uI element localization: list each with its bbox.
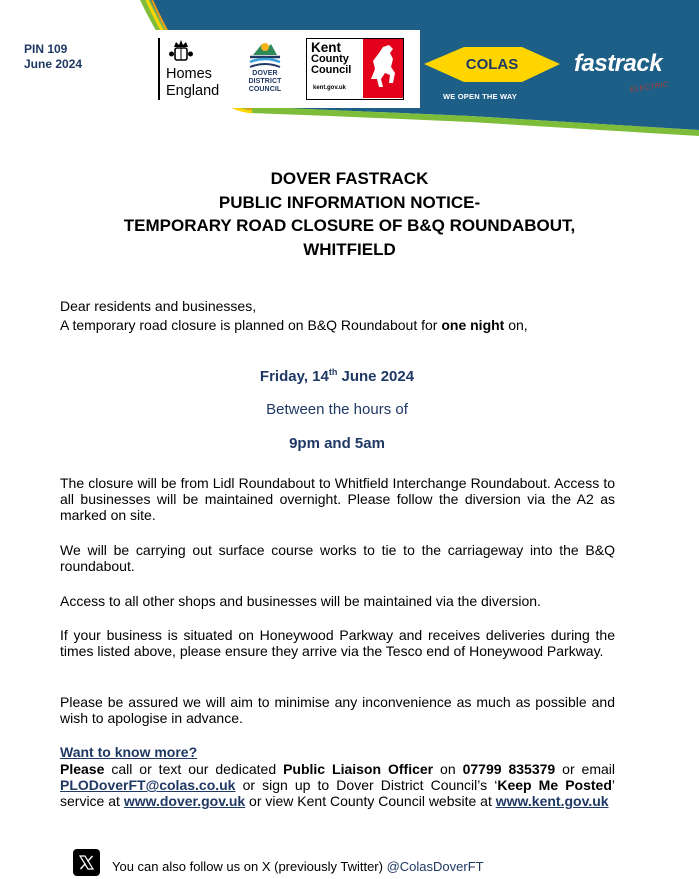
kent-logo-url: kent.gov.uk: [313, 85, 346, 91]
homes-england-line-2: England: [166, 83, 220, 99]
fastrack-electric-tag: ELECTRIC: [629, 81, 669, 94]
twitter-handle[interactable]: @ColasDoverFT: [386, 859, 484, 874]
paragraph-deliveries: If your business is situated on Honeywood Parkway and receives deliveries during the times listed above, please ensure they arrive via the Tesco end of Honeywood Parkway.: [60, 627, 615, 659]
title-line-4: WHITFIELD: [303, 239, 396, 259]
dover-district-council-logo: [244, 40, 286, 102]
homes-england-line-1: Homes: [166, 66, 212, 82]
social-follow-line: You can also follow us on X (previously Twitter) @ColasDoverFT: [112, 859, 484, 874]
dover-emblem-icon: [244, 40, 286, 70]
notice-title: [0, 167, 699, 261]
event-date: Friday, 14th June 2024: [259, 367, 415, 385]
logo-divider: [158, 38, 160, 100]
paragraph-access: Access to all other shops and businesses will be maintained via the diversion.: [60, 593, 541, 609]
want-to-know-more-link[interactable]: Want to know more?: [60, 744, 198, 760]
contact-heading-wrap: [60, 744, 615, 760]
kent-line-1: Kent: [311, 40, 341, 55]
kent-county-council-logo: [306, 38, 404, 100]
fastrack-logo: fastrack: [574, 50, 663, 77]
dover-line-1: DOVER: [252, 70, 278, 77]
event-between: Between the hours of: [266, 401, 408, 418]
colas-logo: COLAS: [465, 56, 519, 73]
paragraph-works: We will be carrying out surface course works to tie to the carriageway into the B&Q roundabout.: [60, 542, 615, 574]
homes-england-logo: [158, 38, 230, 102]
kent-line-2: County: [311, 52, 349, 65]
intro-bold: one night: [441, 317, 505, 333]
greeting: Dear residents and businesses,: [60, 298, 257, 314]
plo-label: Public Liaison Officer: [283, 761, 434, 777]
kent-line-3: Council: [311, 64, 352, 76]
intro-line: A temporary road closure is planned on B&Q Roundabout for one night on,: [60, 317, 528, 333]
dover-website-link[interactable]: www.dover.gov.uk: [123, 793, 246, 809]
kent-website-link[interactable]: www.kent.gov.uk: [495, 793, 609, 809]
invicta-horse-icon: [363, 39, 403, 98]
pin-date: June 2024: [24, 57, 83, 71]
title-line-1: DOVER FASTRACK: [270, 169, 429, 188]
x-logo-icon[interactable]: [73, 849, 100, 876]
phone-number: 07799 835379: [462, 761, 556, 777]
email-link[interactable]: PLODoverFT@colas.co.uk: [60, 777, 236, 793]
contact-paragraph: Please call or text our dedicated Public Liaison Officer on 07799 835379 or email PLODoverFT@colas.co.uk or sign up to Dover District Council’s ‘Keep Me Posted’ service at www.dover.gov.uk or view Kent County Council website at www.kent.gov.uk: [60, 761, 616, 809]
event-hours: 9pm and 5am: [289, 435, 385, 452]
pin-info: [24, 42, 82, 72]
title-line-3: TEMPORARY ROAD CLOSURE OF B&Q ROUNDABOUT,: [123, 216, 576, 235]
colas-tagline: WE OPEN THE WAY: [443, 92, 517, 101]
keep-me-posted: Keep Me Posted: [497, 777, 612, 793]
dover-line-3: COUNCIL: [248, 86, 282, 93]
pin-number: PIN 109: [24, 42, 68, 56]
paragraph-closure: The closure will be from Lidl Roundabout to Whitfield Interchange Roundabout. Access to all businesses will be maintained overnight. Please follow the diversion via the A2 as marked on site.: [60, 475, 615, 523]
title-line-2: PUBLIC INFORMATION NOTICE-: [218, 192, 481, 212]
royal-crest-icon: [168, 38, 194, 64]
header-banner: [0, 0, 699, 136]
paragraph-apology: Please be assured we will aim to minimise any inconvenience as much as possible and wish to apologise in advance.: [60, 694, 615, 726]
dover-line-2: DISTRICT: [248, 78, 282, 85]
